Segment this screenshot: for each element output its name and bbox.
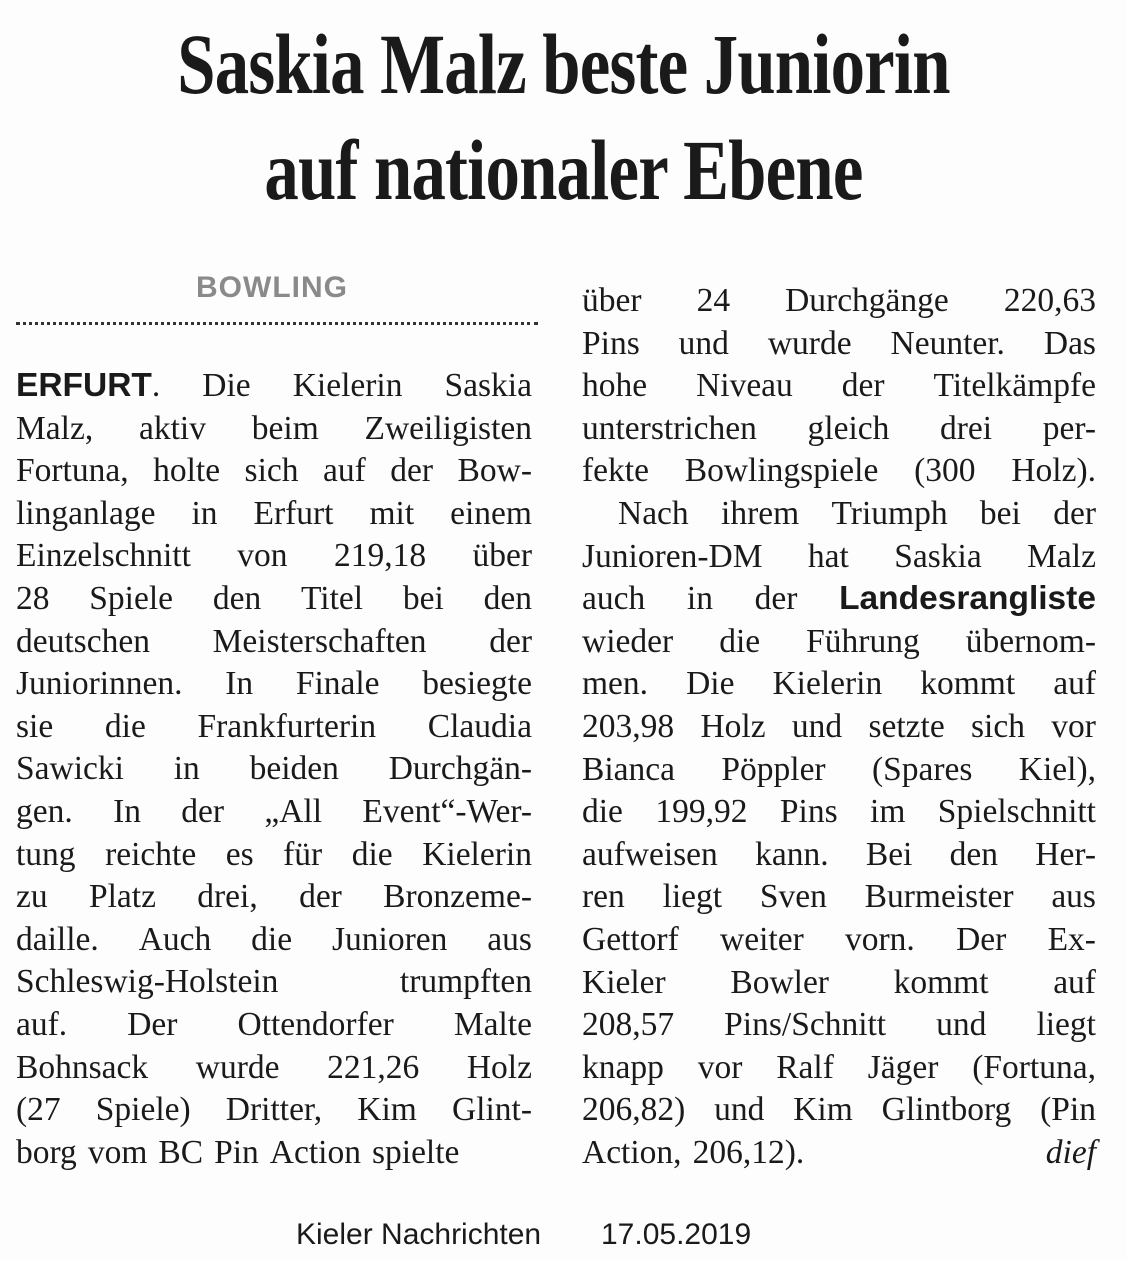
word: Pins [779, 793, 838, 831]
section-rubric: BOWLING [196, 271, 348, 304]
word: kommt [920, 665, 1016, 703]
word: Ottendorfer [237, 1005, 394, 1043]
word: drei, [197, 878, 258, 916]
word: den [483, 579, 532, 617]
word: der [754, 580, 798, 618]
word: und [936, 1006, 987, 1044]
word: der [489, 622, 532, 660]
text-line [582, 1132, 1096, 1175]
word: liegt [1036, 1006, 1096, 1044]
word: der [181, 792, 225, 830]
word: daille. [16, 920, 99, 958]
word: Malz [1027, 537, 1096, 575]
word: 203,98 [582, 707, 675, 745]
word: 208,57 [582, 1006, 675, 1044]
word: men. [582, 665, 649, 703]
word: Kiel), [1018, 750, 1096, 788]
word: von [237, 537, 288, 575]
text-line [16, 919, 532, 962]
word: In [113, 792, 141, 830]
word: die [251, 920, 293, 958]
word: über [582, 282, 642, 319]
word: Pöppler [721, 750, 826, 788]
word: kommt [893, 963, 989, 1001]
word: der [841, 367, 885, 405]
word: Bianca [582, 750, 676, 788]
word: Pin [214, 1133, 259, 1171]
word: Kielerin [292, 367, 403, 404]
text-line [16, 365, 532, 408]
text-line [16, 578, 532, 621]
word: die [104, 707, 146, 745]
word: wurde [195, 1048, 280, 1086]
word: Dritter, [225, 1091, 323, 1129]
word: Bowler [730, 963, 829, 1001]
word: Der [956, 920, 1007, 958]
text-line [16, 1047, 532, 1090]
word: (300 [914, 452, 976, 490]
footer-date: 17.05.2019 [601, 1218, 752, 1251]
word: auf [1053, 963, 1096, 1001]
text-line [582, 834, 1096, 877]
text-line [582, 365, 1096, 408]
word: Kielerin [772, 665, 883, 703]
word: der [1053, 494, 1096, 532]
word: Saskia [894, 537, 982, 575]
text-line [16, 961, 532, 1004]
text-line [582, 1089, 1096, 1132]
word: Bohnsack [16, 1048, 149, 1086]
word: weiter [720, 920, 804, 958]
word: Einzelschnitt [16, 537, 191, 575]
word: Saskia [444, 367, 532, 404]
text-line [16, 876, 532, 919]
word: die [351, 835, 393, 873]
text-line [16, 621, 532, 664]
text-line [582, 450, 1096, 493]
word: zu [16, 878, 48, 916]
text-line [582, 621, 1096, 664]
word: borg [16, 1133, 77, 1171]
word: Kielerin [422, 835, 532, 873]
word: 206,12). [692, 1133, 805, 1171]
word: deutschen [16, 622, 150, 660]
word: sich [244, 452, 299, 490]
word: vom [87, 1133, 148, 1171]
text-line [582, 919, 1096, 962]
word: Holz). [1011, 452, 1096, 490]
word: aufweisen [582, 835, 718, 873]
word: setzte [868, 707, 945, 745]
word: unterstrichen [582, 409, 757, 447]
word: fekte [582, 452, 649, 490]
word: vor [697, 1048, 743, 1086]
word: und [714, 1091, 765, 1129]
word: aktiv [139, 409, 206, 447]
word: Burmeister [864, 878, 1014, 916]
word: Neunter. [890, 324, 1005, 362]
word: Junioren-DM [582, 537, 763, 575]
word: Kim [357, 1091, 417, 1129]
word: mit [369, 494, 415, 532]
word: Sven [759, 878, 827, 916]
word: gen. [16, 792, 73, 830]
word: Das [1043, 324, 1096, 362]
word: Platz [88, 878, 156, 916]
word: aus [487, 920, 532, 958]
word: 220,63 [1003, 282, 1096, 319]
word: Kim [793, 1091, 853, 1129]
word: Event“-Wer- [362, 792, 532, 830]
word: vor [1051, 707, 1096, 745]
word: tung [16, 835, 76, 873]
word: Führung [806, 622, 920, 660]
word: linganlage [16, 494, 156, 532]
word: Junioren [332, 920, 448, 958]
word: Die [686, 665, 735, 703]
text-line [16, 748, 532, 791]
word: Triumph [831, 494, 948, 532]
word: in [191, 494, 218, 532]
text-line [16, 663, 532, 706]
word: kann. [755, 835, 829, 873]
word: spielte [371, 1133, 460, 1171]
author-signature: dief [1045, 1133, 1096, 1171]
word: Durchgänge [785, 282, 949, 319]
word: Spiele [89, 579, 174, 617]
text-line [582, 876, 1096, 919]
word: sie [16, 707, 54, 745]
word: auf. [16, 1005, 68, 1043]
word: wieder [582, 622, 674, 660]
word: gleich [807, 409, 890, 447]
text-line [582, 323, 1096, 366]
word: drei [940, 409, 993, 447]
word: auch [582, 580, 646, 618]
word: in [173, 750, 200, 788]
text-line [582, 280, 1096, 323]
word: über [472, 537, 532, 575]
word: übernom- [965, 622, 1096, 660]
word: (Fortuna, [972, 1048, 1096, 1086]
text-line [582, 749, 1096, 792]
word: die [582, 793, 623, 831]
text-line [16, 535, 532, 578]
text-line [16, 1004, 532, 1047]
word: hat [807, 537, 849, 575]
word: Spiele) [95, 1091, 191, 1129]
word: Auch [138, 920, 212, 958]
word: Malz, [16, 409, 94, 447]
word: wurde [767, 324, 852, 362]
word: Schleswig-Holstein [16, 963, 279, 1001]
word: Titelkämpfe [933, 367, 1096, 405]
word: Pins [582, 324, 640, 362]
word: holte [153, 452, 221, 490]
text-line [16, 1089, 532, 1132]
word: Zweiligisten [364, 409, 532, 447]
word: Ralf [776, 1048, 834, 1086]
article-column-1 [16, 365, 532, 1174]
word: einem [450, 494, 532, 532]
word: 24 [696, 282, 731, 319]
word: reichte [105, 835, 197, 873]
word: Malte [453, 1005, 532, 1043]
word: aus [1051, 878, 1096, 916]
word: per- [1042, 409, 1096, 447]
word: auf [323, 452, 366, 490]
text-line [582, 791, 1096, 834]
word: (Spares [871, 750, 973, 788]
text-line [16, 408, 532, 451]
word: es [225, 835, 254, 873]
word: ren [582, 878, 625, 916]
word: 199,92 [655, 793, 748, 831]
word: liegt [662, 878, 723, 916]
word: in [686, 580, 713, 618]
word: Sawicki [16, 750, 124, 788]
word: Fortuna, [16, 452, 129, 490]
footer-source: Kieler Nachrichten [296, 1218, 542, 1251]
word: 28 [16, 579, 50, 617]
text-line [16, 834, 532, 877]
text-line [582, 578, 1096, 621]
word: In [225, 665, 254, 703]
text-line [582, 493, 1096, 536]
word: (27 [16, 1091, 61, 1129]
word: den [212, 579, 262, 617]
word: (Pin [1040, 1091, 1096, 1129]
text-line [582, 408, 1096, 451]
word: Gettorf [582, 920, 679, 958]
word: Finale [295, 665, 380, 703]
word: Titel [301, 579, 364, 617]
word: vorn. [845, 920, 915, 958]
word: Nach [618, 494, 689, 532]
text-line [16, 706, 532, 749]
word: Die [202, 367, 251, 404]
text-line [582, 706, 1096, 749]
word: Glintborg [881, 1091, 1012, 1129]
word: Claudia [427, 707, 532, 745]
word: Erfurt [253, 494, 334, 532]
word: Der [127, 1005, 178, 1043]
word: Niveau [696, 367, 793, 405]
word: auf [1053, 665, 1096, 703]
word: trumpften [399, 963, 532, 1001]
text-line [582, 536, 1096, 579]
word: Action, [582, 1133, 682, 1171]
word: BC [158, 1133, 204, 1171]
word: 219,18 [333, 537, 427, 575]
word: Frankfurterin [197, 707, 377, 745]
text-line [16, 1132, 532, 1175]
text-line [582, 1047, 1096, 1090]
word: Spielschnitt [937, 793, 1096, 831]
text-line [582, 962, 1096, 1005]
word: Holz [700, 707, 766, 745]
word: die [719, 622, 761, 660]
word: und [678, 324, 729, 362]
word: beim [251, 409, 319, 447]
word: knapp [582, 1048, 664, 1086]
text-line [16, 791, 532, 834]
word: 221,26 [327, 1048, 420, 1086]
article-column-2 [582, 280, 1096, 1174]
word: Pins/Schnitt [724, 1006, 887, 1044]
word: Jäger [867, 1048, 939, 1086]
headline-line-2: auf nationaler Ebene [264, 122, 863, 218]
dotted-divider [16, 322, 538, 325]
word: ERFURT. [16, 367, 161, 404]
word: beiden [249, 750, 339, 788]
highlight-word: Landesrangliste [839, 580, 1096, 618]
word: hohe [582, 367, 648, 405]
word: Bronzeme- [383, 878, 532, 916]
word: Kieler [582, 963, 666, 1001]
word: und [791, 707, 843, 745]
word: Her- [1035, 835, 1096, 873]
word: Holz [466, 1048, 532, 1086]
word: der [390, 452, 434, 490]
word: für [283, 835, 323, 873]
word: den [949, 835, 999, 873]
word: Durchgän- [388, 750, 532, 788]
text-line [16, 450, 532, 493]
word: bei [979, 494, 1021, 532]
word: ihrem [721, 494, 800, 532]
word: Action [269, 1133, 361, 1171]
word: Juniorinnen. [16, 665, 183, 703]
word: bei [402, 579, 444, 617]
word: Ex- [1047, 920, 1096, 958]
word: 206,82) [582, 1091, 686, 1129]
word: Bei [865, 835, 913, 873]
word: Meisterschaften [212, 622, 427, 660]
word: besiegte [422, 665, 532, 703]
dateline: ERFURT [16, 367, 152, 404]
text-line [16, 493, 532, 536]
text-line [582, 663, 1096, 706]
word: im [870, 793, 906, 831]
word: „All [264, 792, 323, 830]
word: Bow- [457, 452, 532, 490]
word: Glint- [451, 1091, 532, 1129]
word: Bowlingspiele [684, 452, 879, 490]
text-line [582, 1004, 1096, 1047]
word: sich [971, 707, 1025, 745]
word: der [299, 878, 342, 916]
headline-line-1: Saskia Malz beste Juniorin [177, 16, 950, 112]
